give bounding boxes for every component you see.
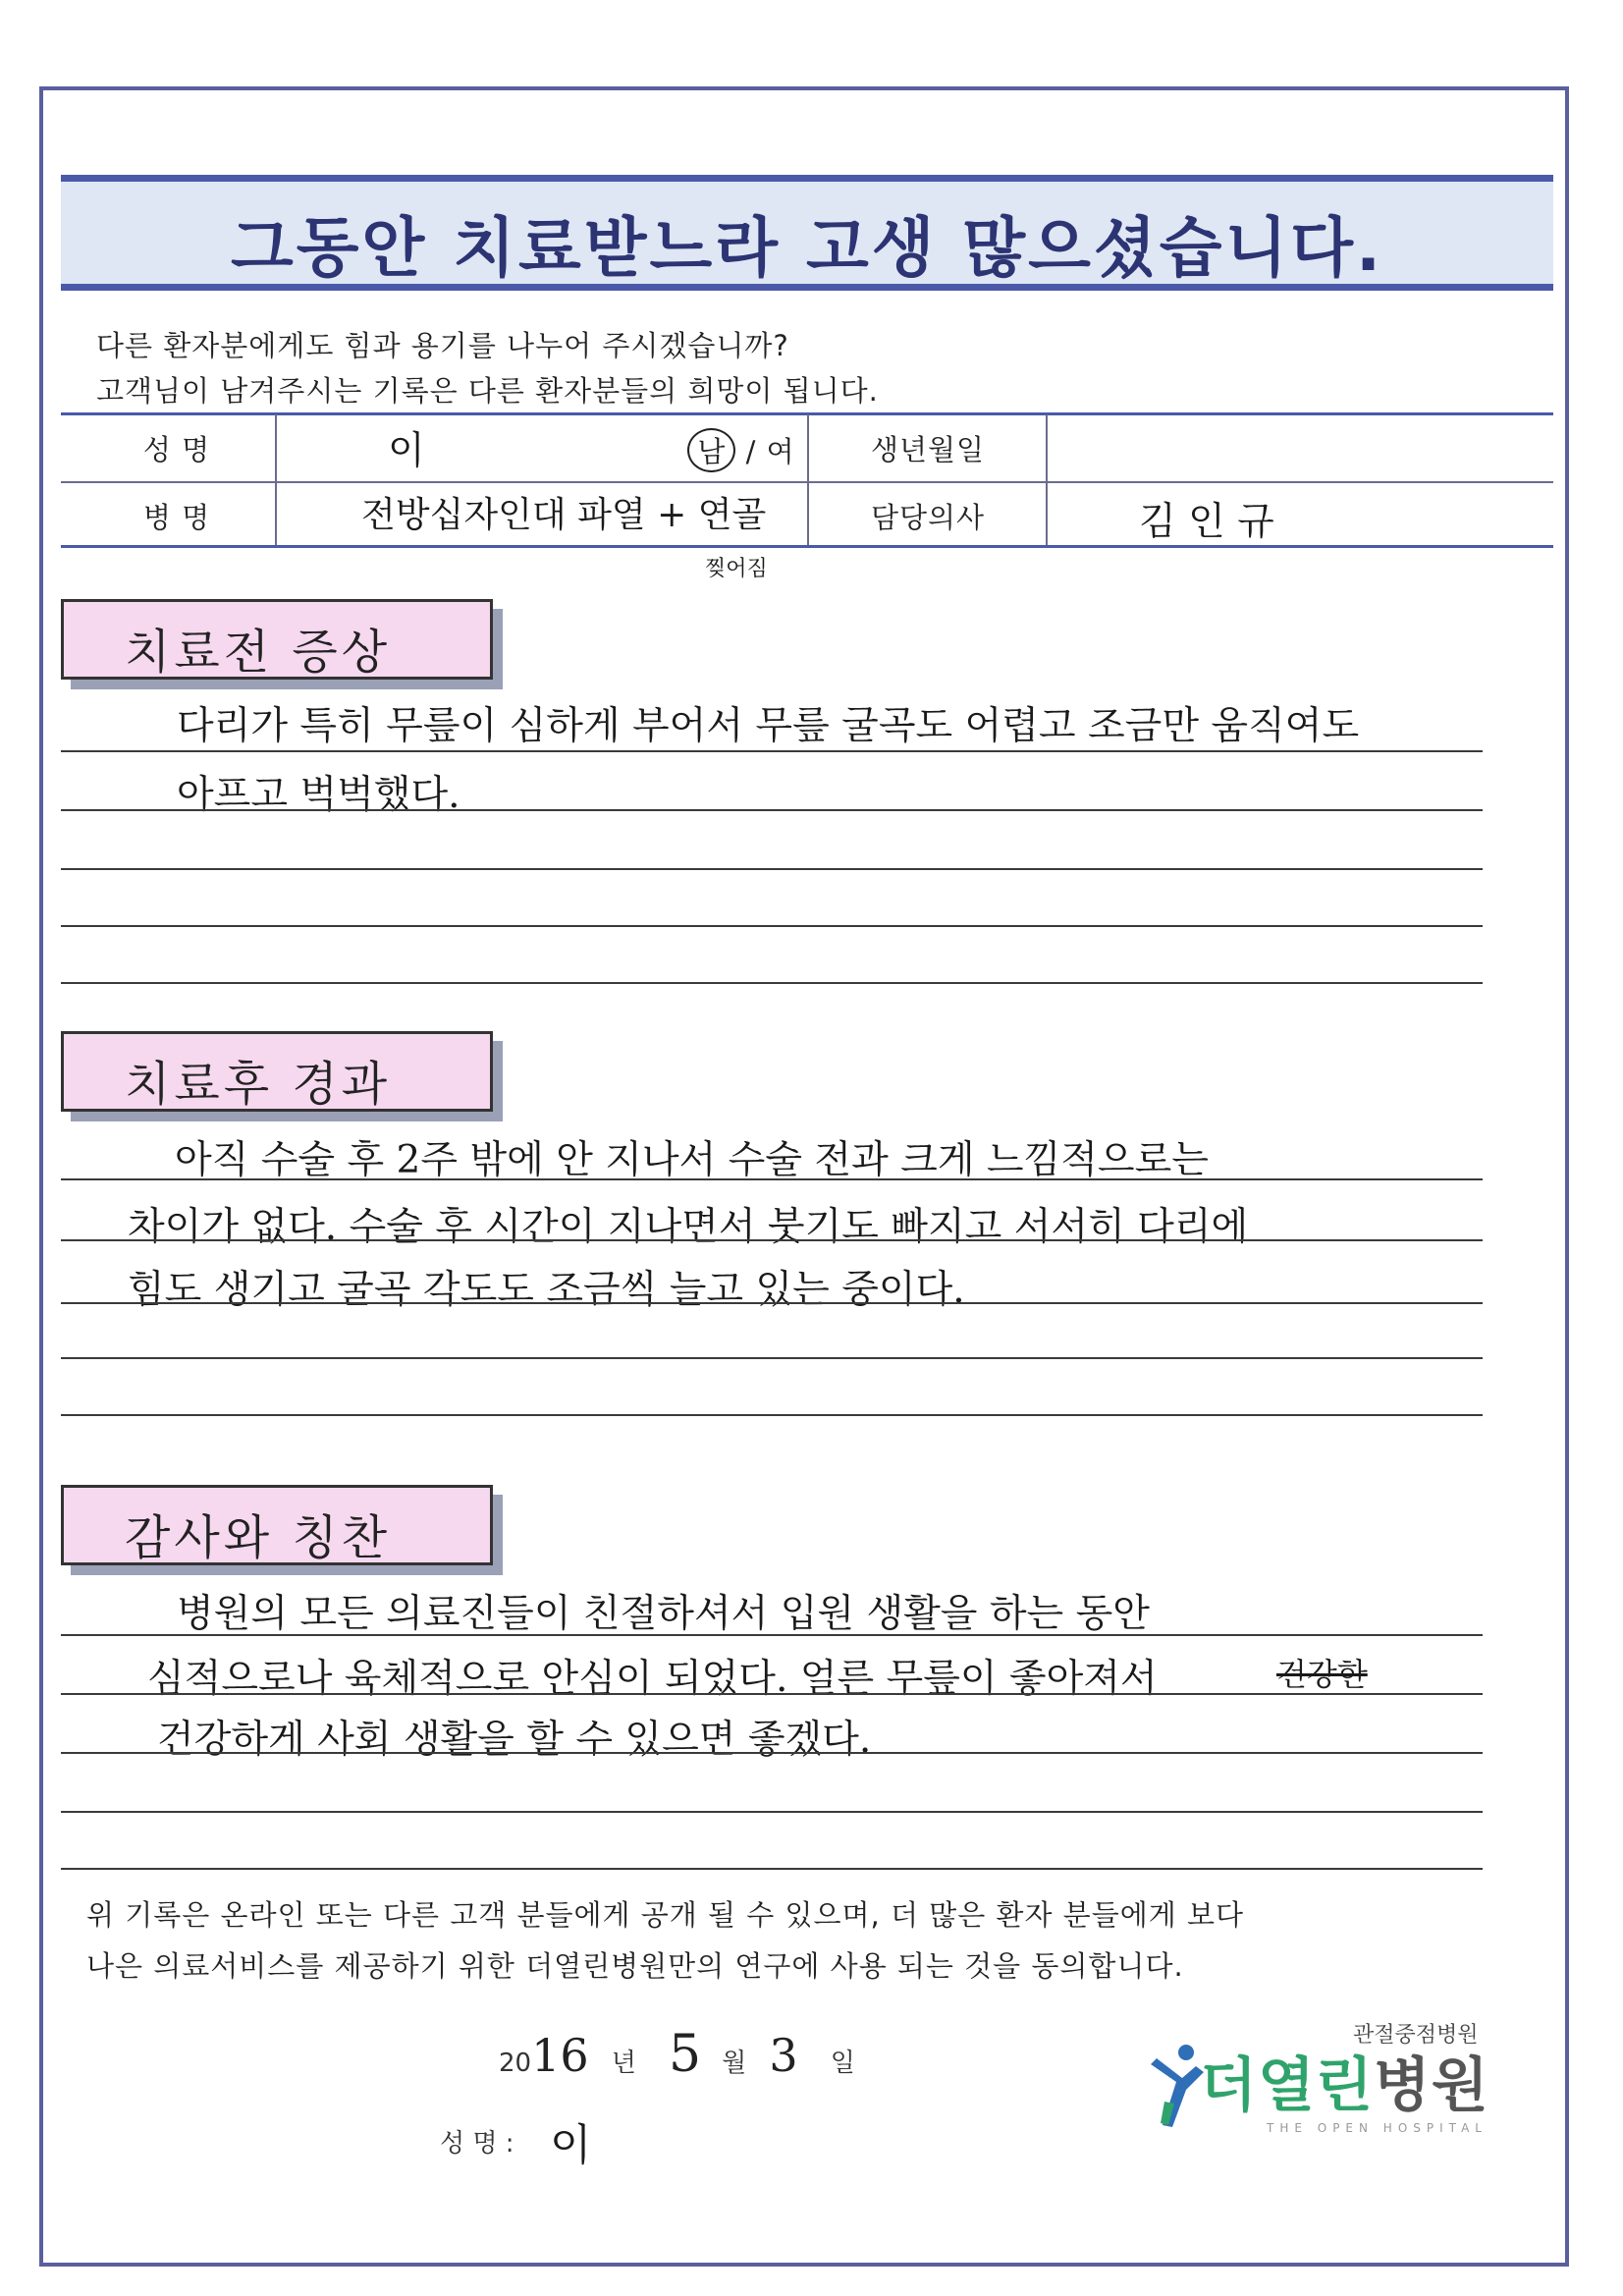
- logo-name: [1200, 2039, 1489, 2123]
- doctor-value: 김 인 규: [1139, 500, 1274, 544]
- page-title: 그동안 치료받느라 고생 많으셨습니다.: [230, 210, 1384, 286]
- writing-rule: [61, 1239, 1483, 1241]
- date-year-hand: 16: [531, 2029, 589, 2082]
- consent-line-1: 위 기록은 온라인 또는 다른 고객 분들에게 공개 될 수 있으며, 더 많은 환자 분들에게 보다: [86, 1898, 1244, 1932]
- info-table-divider: [807, 414, 809, 545]
- thanks-line-3: 건강하게 사회 생활을 할 수 있으면 좋겠다.: [157, 1718, 872, 1762]
- thanks-line-2: 심적으로나 육체적으로 안심이 되었다. 얼른 무릎이 좋아져서: [147, 1657, 1158, 1701]
- date-day-unit: 일: [830, 2049, 855, 2078]
- writing-rule: [61, 868, 1483, 870]
- sex-field: [677, 428, 805, 472]
- name-value: 이: [388, 429, 425, 473]
- writing-rule: [61, 1178, 1483, 1180]
- consent-line-2: 나은 의료서비스를 제공하기 위한 더열린병원만의 연구에 사용 되는 것을 동의합니다.: [86, 1949, 1184, 1983]
- birth-label: 생년월일: [870, 433, 986, 466]
- section-thanks-title: 감사와 칭찬: [125, 1510, 392, 1565]
- logo-tagline: 관절중점병원: [1353, 2023, 1479, 2048]
- section-before-title: 치료전 증상: [125, 625, 392, 680]
- title-band: [61, 175, 1553, 291]
- sex-female: 여: [766, 435, 795, 468]
- sex-separator: /: [745, 435, 757, 468]
- writing-rule: [61, 1693, 1483, 1695]
- after-line-1: 아직 수술 후 2주 밖에 안 지나서 수술 전과 크게 느낌적으로는: [175, 1138, 1209, 1182]
- info-table-bottom-rule: [61, 545, 1553, 548]
- logo-name-accent: 더열린: [1200, 2051, 1374, 2120]
- thanks-crossed-word: 건강한: [1276, 1656, 1368, 1693]
- info-table-divider: [1046, 414, 1048, 545]
- writing-rule: [61, 1414, 1483, 1416]
- writing-rule: [61, 1868, 1483, 1870]
- date-day: 3: [769, 2029, 798, 2082]
- disease-value: 전방십자인대 파열 + 연골: [361, 495, 767, 535]
- writing-rule: [61, 1811, 1483, 1813]
- logo-english: THE OPEN HOSPITAL: [1267, 2121, 1488, 2135]
- sex-male-circled: 남: [687, 428, 735, 472]
- logo-name-rest: 병원: [1373, 2051, 1489, 2120]
- section-after-header: [61, 1031, 493, 1112]
- writing-rule: [61, 1357, 1483, 1359]
- after-line-2: 차이가 없다. 수술 후 시간이 지나면서 붓기도 빠지고 서서히 다리에: [128, 1205, 1249, 1249]
- writing-rule: [61, 1752, 1483, 1754]
- intro-line-2: 고객님이 남겨주시는 기록은 다른 환자분들의 희망이 됩니다.: [96, 374, 879, 408]
- info-table-divider: [275, 414, 277, 545]
- thanks-line-1: 병원의 모든 의료진들이 친절하셔서 입원 생활을 하는 동안: [177, 1592, 1150, 1636]
- disease-label: 병 명: [142, 501, 211, 534]
- signature-label: 성 명 :: [440, 2129, 514, 2159]
- disease-note: 찢어짐: [705, 557, 768, 581]
- after-line-3: 힘도 생기고 굴곡 각도도 조금씩 늘고 있는 중이다.: [128, 1268, 965, 1312]
- name-label: 성 명: [142, 433, 211, 466]
- writing-rule: [61, 925, 1483, 927]
- before-line-2: 아프고 벅벅했다.: [177, 773, 460, 817]
- writing-rule: [61, 809, 1483, 811]
- date-year-prefix: 20: [499, 2049, 532, 2078]
- section-before-header: [61, 599, 493, 680]
- writing-rule: [61, 982, 1483, 984]
- signature-value: 이: [550, 2120, 592, 2170]
- intro-line-1: 다른 환자분에게도 힘과 용기를 나누어 주시겠습니까?: [96, 329, 789, 362]
- hospital-logo-icon: [1147, 2043, 1208, 2131]
- section-thanks-header: [61, 1485, 493, 1565]
- before-line-1: 다리가 특히 무릎이 심하게 부어서 무릎 굴곡도 어렵고 조금만 움직여도: [177, 704, 1360, 748]
- writing-rule: [61, 750, 1483, 752]
- doctor-label: 담당의사: [870, 501, 986, 534]
- date-field: [499, 2025, 855, 2084]
- date-month-unit: 월: [722, 2049, 747, 2078]
- writing-rule: [61, 1302, 1483, 1304]
- writing-rule: [61, 1634, 1483, 1636]
- date-month: 5: [668, 2025, 702, 2084]
- date-year-unit: 년: [611, 2049, 636, 2078]
- section-after-title: 치료후 경과: [125, 1057, 392, 1112]
